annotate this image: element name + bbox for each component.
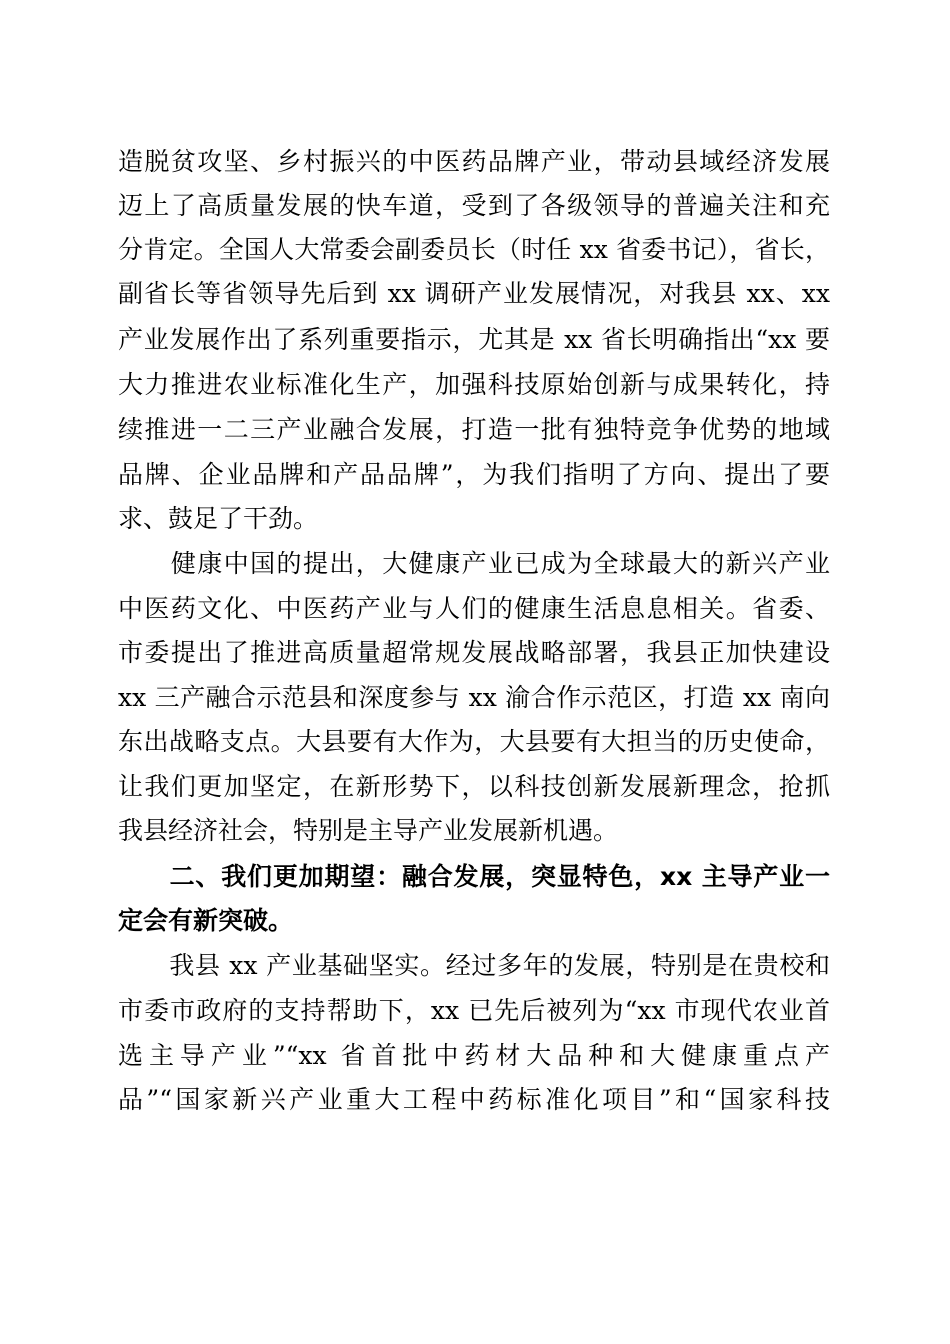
body-text-line: 分肯定。全国人大常委会副委员长（时任 xx 省委书记），省长， [118,235,830,264]
body-text-line: 产业发展作出了系列重要指示，尤其是 xx 省长明确指出“xx 要 [118,325,830,354]
body-text-line: 让我们更加坚定，在新形势下，以科技创新发展新理念，抢抓 [118,772,830,801]
body-text-line: 市委市政府的支持帮助下，xx 已先后被列为“xx 市现代农业首 [118,996,830,1025]
body-text-line: xx 三产融合示范县和深度参与 xx 渝合作示范区，打造 xx 南向 [118,683,830,712]
body-text-line: 副省长等省领导先后到 xx 调研产业发展情况，对我县 xx、xx [118,279,830,308]
body-text-line: 选主导产业”“xx 省首批中药材大品种和大健康重点产 [118,1041,830,1070]
body-text-line: 我县 xx 产业基础坚实。经过多年的发展，特别是在贵校和 [118,951,830,980]
body-text-line: 续推进一二三产业融合发展，打造一批有独特竞争优势的地域 [118,415,830,444]
body-text-line: 品”“国家新兴产业重大工程中药标准化项目”和“国家科技 [118,1085,830,1114]
body-text-line: 市委提出了推进高质量超常规发展战略部署，我县正加快建设 [118,638,830,667]
body-text-line: 大力推进农业标准化生产，加强科技原始创新与成果转化，持 [118,370,830,399]
body-text-line: 健康中国的提出，大健康产业已成为全球最大的新兴产业 [118,549,830,578]
body-text-line: 造脱贫攻坚、乡村振兴的中医药品牌产业，带动县域经济发展 [118,147,830,176]
body-text-line: 中医药文化、中医药产业与人们的健康生活息息相关。省委、 [118,594,830,623]
body-text-line: 品牌、企业品牌和产品品牌”，为我们指明了方向、提出了要 [118,460,830,489]
section-heading-line: 定会有新突破。 [118,906,294,935]
body-text-line: 我县经济社会，特别是主导产业发展新机遇。 [118,816,619,845]
body-text-line: 东出战略支点。大县要有大作为，大县要有大担当的历史使命， [118,727,830,756]
section-heading-line: 二、我们更加期望：融合发展，突显特色，xx 主导产业一 [118,862,830,891]
body-text-line: 求、鼓足了干劲。 [118,504,319,533]
body-text-line: 迈上了高质量发展的快车道，受到了各级领导的普遍关注和充 [118,191,830,220]
